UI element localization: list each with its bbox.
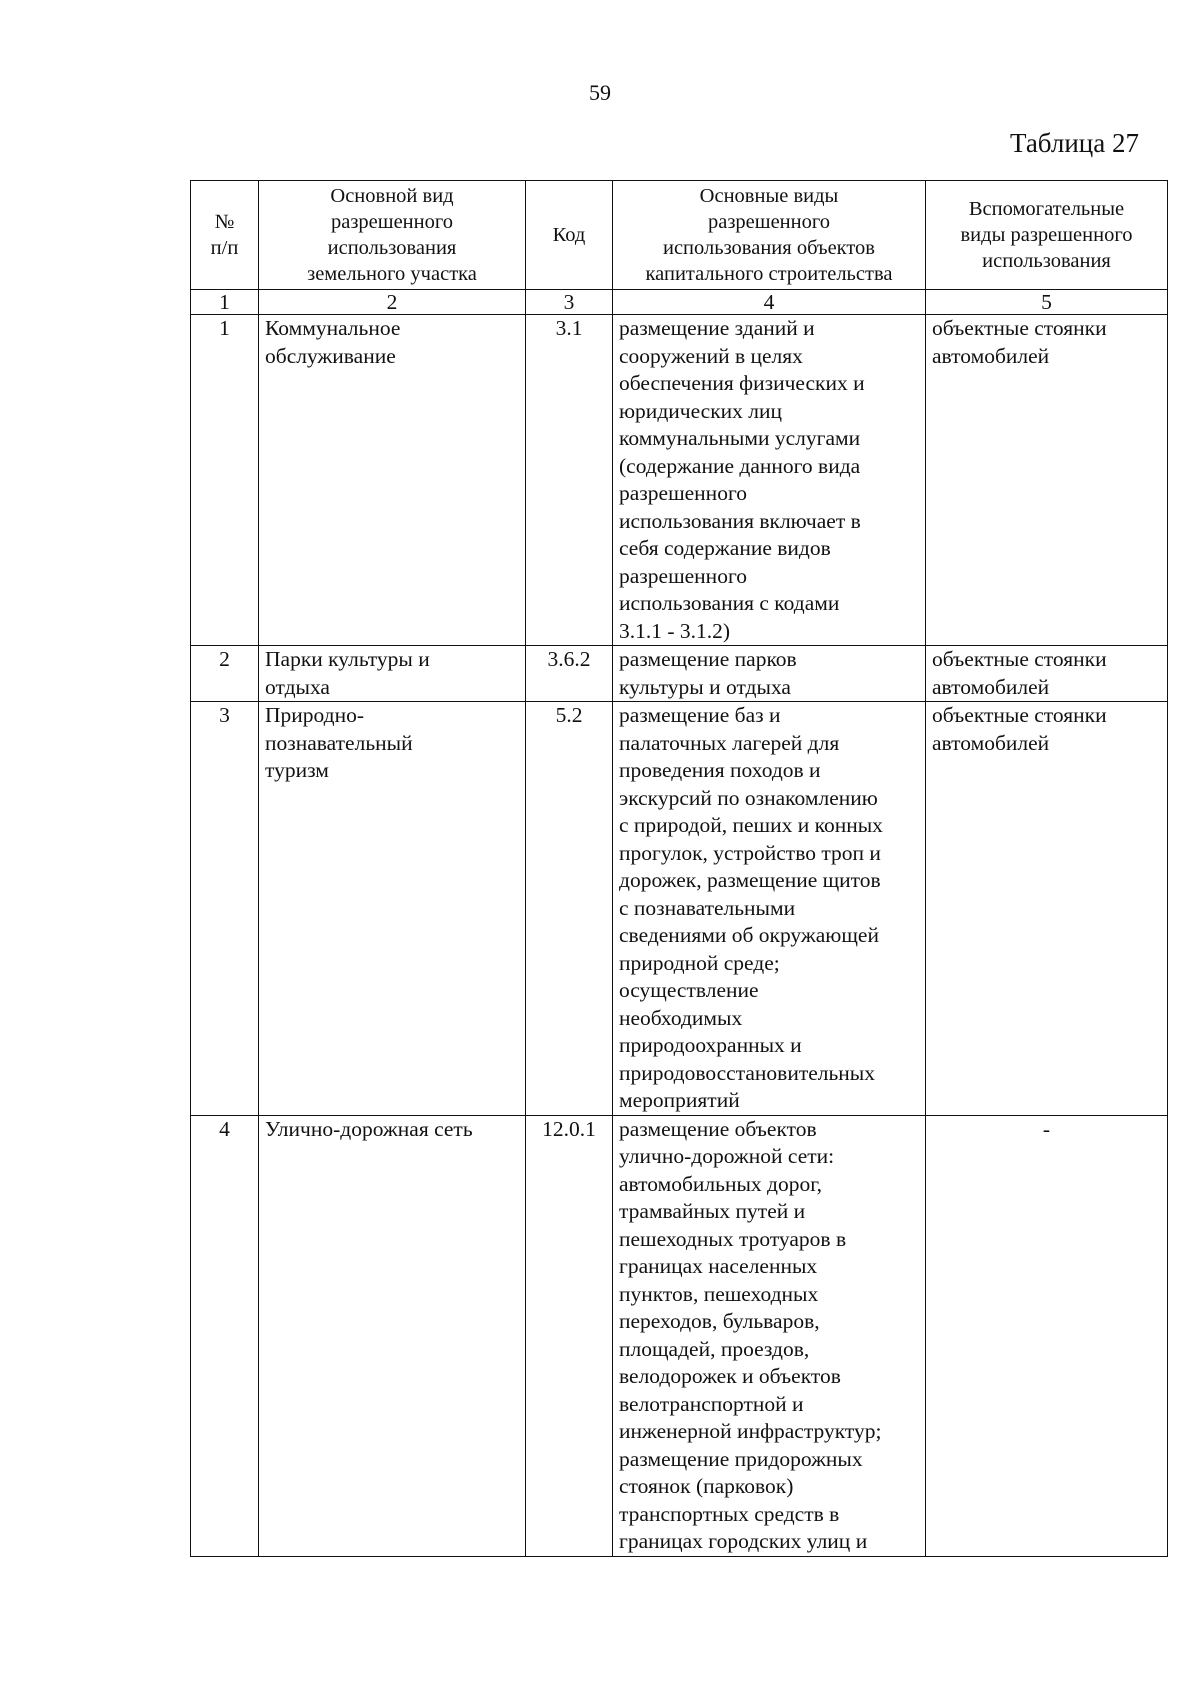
capital-use-cell: размещение объектов улично-дорожной сети: автомобильных дорог, трамвайных путей и пешеходных тротуаров в границах населенных пунктов, пешеходных переходов, бульваров, площадей, проездов, велодорожек и объектов велотранспортной и инженерной инфраструктур; размещение придорожных стоянок (парковок) транспортных средств в границах городских улиц и	[613, 1115, 926, 1556]
column-number: 2	[259, 290, 526, 315]
header-main-use: Основной вид разрешенного использования земельного участка	[259, 181, 526, 290]
auxiliary-use-cell: объектные стоянки автомобилей	[926, 315, 1168, 646]
main-use-cell: Парки культуры и отдыха	[259, 646, 526, 702]
column-number: 1	[191, 290, 259, 315]
code-cell: 3.6.2	[526, 646, 613, 702]
row-number: 2	[191, 646, 259, 702]
table-caption: Таблица 27	[1010, 128, 1139, 158]
row-number: 4	[191, 1115, 259, 1556]
land-use-table	[190, 180, 1168, 1557]
table-row	[191, 1115, 1168, 1556]
row-number: 3	[191, 702, 259, 1116]
capital-use-cell: размещение зданий и сооружений в целях обеспечения физических и юридических лиц коммунальными услугами (содержание данного вида разрешенного использования включает в себя содержание видов разрешенного использования с кодами 3.1.1 - 3.1.2)	[613, 315, 926, 646]
main-use-cell: Природно- познавательный туризм	[259, 702, 526, 1116]
table-row	[191, 315, 1168, 646]
header-capital-use: Основные виды разрешенного использования объектов капитального строительства	[613, 181, 926, 290]
auxiliary-use-cell: объектные стоянки автомобилей	[926, 646, 1168, 702]
code-cell: 3.1	[526, 315, 613, 646]
main-use-cell: Улично-дорожная сеть	[259, 1115, 526, 1556]
capital-use-cell: размещение парков культуры и отдыха	[613, 646, 926, 702]
table-row	[191, 646, 1168, 702]
code-cell: 5.2	[526, 702, 613, 1116]
code-cell: 12.0.1	[526, 1115, 613, 1556]
column-number: 5	[926, 290, 1168, 315]
table-row	[191, 702, 1168, 1116]
column-number: 3	[526, 290, 613, 315]
column-number: 4	[613, 290, 926, 315]
main-use-cell: Коммунальное обслуживание	[259, 315, 526, 646]
header-number: № п/п	[191, 181, 259, 290]
auxiliary-use-cell: -	[926, 1115, 1168, 1556]
capital-use-cell: размещение баз и палаточных лагерей для проведения походов и экскурсий по ознакомлению с природой, пеших и конных прогулок, устройство троп и дорожек, размещение щитов с познавательными сведениями об окружающей природной среде; осуществление необходимых природоохранных и природовосстановительных мероприятий	[613, 702, 926, 1116]
auxiliary-use-cell: объектные стоянки автомобилей	[926, 702, 1168, 1116]
row-number: 1	[191, 315, 259, 646]
page-number: 59	[589, 80, 611, 105]
table-header-row	[191, 181, 1168, 290]
column-numbers-row	[191, 290, 1168, 315]
header-code: Код	[526, 181, 613, 290]
header-auxiliary-use: Вспомогательные виды разрешенного использования	[926, 181, 1168, 290]
